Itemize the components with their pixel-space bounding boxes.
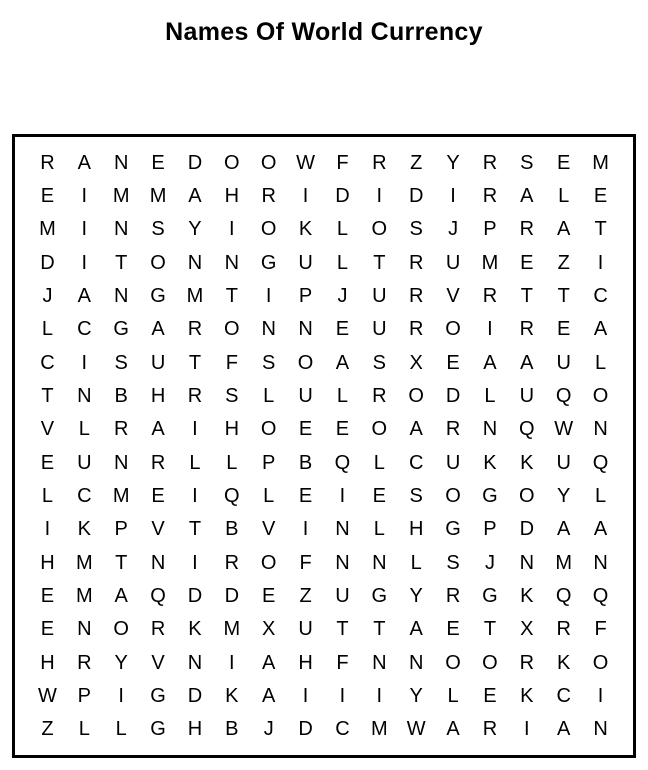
letter-cell[interactable]: E	[298, 418, 313, 441]
letter-cell[interactable]: A	[409, 418, 423, 441]
letter-cell[interactable]: A	[151, 418, 165, 441]
letter-cell[interactable]: E	[520, 251, 534, 274]
letter-cell[interactable]: L	[373, 451, 385, 474]
letter-cell[interactable]: L	[263, 384, 275, 407]
letter-cell[interactable]: N	[113, 218, 129, 241]
letter-cell[interactable]: K	[298, 218, 313, 241]
letter-cell[interactable]: R	[408, 251, 424, 274]
letter-cell[interactable]: J	[263, 718, 274, 741]
letter-cell[interactable]: W	[37, 684, 57, 707]
letter-cell[interactable]: D	[187, 151, 203, 174]
letter-cell[interactable]: S	[225, 384, 239, 407]
letter-cell[interactable]: O	[371, 218, 388, 241]
letter-cell[interactable]: S	[409, 218, 423, 241]
letter-cell[interactable]: E	[151, 484, 165, 507]
letter-cell[interactable]: M	[186, 284, 204, 307]
letter-cell[interactable]: Y	[188, 218, 202, 241]
letter-cell[interactable]: I	[450, 184, 456, 207]
letter-cell[interactable]: Y	[446, 151, 460, 174]
letter-cell[interactable]: F	[594, 618, 607, 641]
letter-cell[interactable]: C	[593, 284, 608, 307]
letter-cell[interactable]: T	[483, 618, 497, 641]
letter-cell[interactable]: L	[189, 451, 201, 474]
letter-cell[interactable]: D	[445, 384, 461, 407]
letter-cell[interactable]: R	[77, 651, 92, 674]
letter-cell[interactable]: C	[335, 718, 350, 741]
letter-cell[interactable]: X	[520, 618, 534, 641]
letter-cell[interactable]: Y	[557, 484, 571, 507]
letter-cell[interactable]: E	[372, 484, 386, 507]
letter-cell[interactable]: P	[77, 684, 91, 707]
letter-cell[interactable]: I	[376, 684, 383, 707]
letter-cell[interactable]: D	[40, 251, 55, 274]
letter-cell[interactable]: F	[336, 151, 349, 174]
letter-cell[interactable]: H	[150, 384, 166, 407]
letter-cell[interactable]: V	[262, 518, 276, 541]
letter-cell[interactable]: O	[224, 151, 240, 174]
letter-cell[interactable]: U	[445, 451, 461, 474]
letter-cell[interactable]: S	[151, 218, 165, 241]
letter-cell[interactable]: T	[41, 384, 54, 407]
letter-cell[interactable]: Z	[410, 151, 423, 174]
page-title: Names Of World Currency	[165, 18, 483, 46]
letter-cell[interactable]: R	[482, 151, 498, 174]
letter-cell[interactable]: N	[593, 718, 608, 741]
letter-cell[interactable]: P	[483, 218, 497, 241]
letter-cell[interactable]: A	[557, 718, 571, 741]
letter-cell[interactable]: G	[150, 684, 166, 707]
letter-cell[interactable]: Q	[150, 584, 166, 607]
letter-cell[interactable]: R	[40, 151, 55, 174]
letter-cell[interactable]: R	[187, 384, 203, 407]
letter-cell[interactable]: R	[482, 718, 498, 741]
letter-cell[interactable]: E	[446, 351, 460, 374]
letter-cell[interactable]: R	[482, 184, 498, 207]
letter-cell[interactable]: N	[187, 251, 203, 274]
letter-cell[interactable]: Q	[555, 384, 572, 407]
letter-cell[interactable]: E	[40, 618, 55, 641]
letter-cell[interactable]: I	[81, 184, 88, 207]
letter-cell[interactable]: E	[262, 584, 276, 607]
letter-cell[interactable]: I	[81, 218, 88, 241]
letter-cell[interactable]: T	[373, 618, 386, 641]
letter-cell[interactable]: T	[336, 618, 349, 641]
letter-cell[interactable]: A	[77, 151, 91, 174]
letter-cell[interactable]: Z	[299, 584, 312, 607]
letter-cell[interactable]: U	[77, 451, 92, 474]
letter-cell[interactable]: S	[446, 551, 460, 574]
letter-grid[interactable]	[15, 137, 633, 755]
letter-cell[interactable]: N	[593, 418, 608, 441]
letter-cell[interactable]: O	[260, 551, 277, 574]
letter-cell[interactable]: S	[409, 484, 423, 507]
letter-cell[interactable]: I	[265, 284, 272, 307]
letter-cell[interactable]: V	[151, 518, 165, 541]
letter-cell[interactable]: O	[150, 251, 166, 274]
letter-cell[interactable]: Q	[555, 584, 572, 607]
letter-cell[interactable]: H	[187, 718, 203, 741]
letter-cell[interactable]: O	[482, 651, 498, 674]
letter-cell[interactable]: D	[335, 184, 350, 207]
letter-cell[interactable]: M	[555, 551, 573, 574]
letter-cell[interactable]: K	[225, 684, 239, 707]
letter-cell[interactable]: Y	[409, 584, 423, 607]
letter-cell[interactable]: I	[81, 251, 88, 274]
letter-cell[interactable]: R	[408, 284, 424, 307]
letter-cell[interactable]: O	[592, 384, 609, 407]
letter-cell[interactable]: E	[40, 184, 55, 207]
letter-cell[interactable]: D	[519, 518, 535, 541]
letter-cell[interactable]: A	[557, 218, 571, 241]
letter-cell[interactable]: R	[187, 318, 203, 341]
letter-cell[interactable]: T	[188, 518, 202, 541]
letter-cell[interactable]: J	[484, 551, 495, 574]
letter-cell[interactable]: H	[40, 551, 55, 574]
letter-cell[interactable]: F	[336, 651, 349, 674]
letter-cell[interactable]: V	[40, 418, 55, 441]
letter-cell[interactable]: U	[298, 618, 313, 641]
letter-cell[interactable]: L	[78, 418, 90, 441]
letter-cell[interactable]: A	[262, 684, 276, 707]
letter-cell[interactable]: E	[335, 318, 350, 341]
letter-cell[interactable]: B	[114, 384, 128, 407]
letter-cell[interactable]: P	[114, 518, 128, 541]
letter-cell[interactable]: R	[519, 651, 535, 674]
letter-cell[interactable]: A	[335, 351, 350, 374]
letter-cell[interactable]: R	[261, 184, 276, 207]
letter-cell[interactable]: L	[336, 251, 348, 274]
letter-cell[interactable]: T	[594, 218, 607, 241]
letter-cell[interactable]: E	[335, 418, 350, 441]
letter-cell[interactable]: I	[524, 718, 530, 741]
letter-cell[interactable]: Q	[592, 451, 609, 474]
letter-cell[interactable]: B	[298, 451, 313, 474]
letter-cell[interactable]: C	[77, 318, 92, 341]
letter-cell[interactable]: G	[150, 284, 166, 307]
letter-cell[interactable]: R	[445, 584, 461, 607]
letter-cell[interactable]: G	[113, 318, 129, 341]
letter-cell[interactable]: K	[77, 518, 91, 541]
letter-cell[interactable]: K	[520, 584, 534, 607]
letter-cell[interactable]: X	[262, 618, 276, 641]
letter-cell[interactable]: R	[408, 318, 424, 341]
letter-cell[interactable]: J	[337, 284, 348, 307]
letter-cell[interactable]: O	[519, 484, 535, 507]
letter-cell[interactable]: Y	[114, 651, 128, 674]
letter-cell[interactable]: U	[556, 351, 571, 374]
letter-cell[interactable]: T	[115, 551, 128, 574]
letter-cell[interactable]: I	[229, 651, 235, 674]
letter-cell[interactable]: M	[149, 184, 167, 207]
letter-cell[interactable]: N	[113, 451, 129, 474]
letter-cell[interactable]: I	[302, 184, 309, 207]
letter-cell[interactable]: E	[40, 584, 55, 607]
letter-cell[interactable]: L	[226, 451, 238, 474]
letter-cell[interactable]: K	[520, 451, 534, 474]
letter-cell[interactable]: T	[373, 251, 386, 274]
letter-cell[interactable]: J	[448, 218, 459, 241]
letter-cell[interactable]: T	[520, 284, 533, 307]
letter-cell[interactable]: R	[445, 418, 461, 441]
letter-cell[interactable]: N	[261, 318, 276, 341]
letter-cell[interactable]: E	[151, 151, 165, 174]
letter-cell[interactable]: I	[339, 684, 346, 707]
letter-cell[interactable]: L	[558, 184, 570, 207]
letter-cell[interactable]: N	[372, 551, 387, 574]
letter-cell[interactable]: E	[593, 184, 608, 207]
letter-cell[interactable]: E	[483, 684, 497, 707]
letter-cell[interactable]: R	[372, 384, 387, 407]
letter-cell[interactable]: Q	[519, 418, 535, 441]
letter-cell[interactable]: M	[592, 151, 609, 174]
letter-cell[interactable]: R	[482, 284, 498, 307]
letter-cell[interactable]: R	[519, 218, 535, 241]
letter-cell[interactable]: R	[372, 151, 387, 174]
letter-cell[interactable]: R	[150, 618, 166, 641]
letter-cell[interactable]: T	[188, 351, 202, 374]
letter-cell[interactable]: H	[298, 651, 313, 674]
letter-cell[interactable]: N	[77, 618, 92, 641]
letter-cell[interactable]: F	[299, 551, 312, 574]
letter-cell[interactable]: C	[556, 684, 571, 707]
letter-cell[interactable]: N	[482, 418, 498, 441]
letter-cell[interactable]: O	[445, 484, 461, 507]
letter-cell[interactable]: I	[302, 518, 309, 541]
letter-cell[interactable]: N	[113, 284, 129, 307]
letter-cell[interactable]: L	[263, 484, 275, 507]
letter-cell[interactable]: I	[302, 684, 309, 707]
letter-cell[interactable]: M	[75, 551, 93, 574]
letter-cell[interactable]: B	[225, 718, 239, 741]
letter-cell[interactable]: G	[260, 251, 277, 274]
letter-cell[interactable]: K	[188, 618, 202, 641]
letter-cell[interactable]: N	[372, 651, 387, 674]
letter-cell[interactable]: A	[77, 284, 91, 307]
letter-cell[interactable]: Q	[334, 451, 351, 474]
letter-cell[interactable]: N	[113, 151, 129, 174]
letter-cell[interactable]: H	[408, 518, 424, 541]
letter-cell[interactable]: I	[597, 684, 604, 707]
letter-cell[interactable]: D	[298, 718, 313, 741]
letter-cell[interactable]: H	[224, 418, 240, 441]
letter-cell[interactable]: E	[557, 151, 571, 174]
letter-cell[interactable]: R	[519, 318, 535, 341]
letter-cell[interactable]: O	[408, 384, 424, 407]
letter-cell[interactable]: U	[445, 251, 461, 274]
letter-cell[interactable]: T	[225, 284, 238, 307]
letter-cell[interactable]: J	[42, 284, 53, 307]
letter-cell[interactable]: N	[298, 318, 313, 341]
letter-cell[interactable]: T	[557, 284, 570, 307]
letter-cell[interactable]: L	[595, 484, 607, 507]
letter-cell[interactable]: A	[188, 184, 202, 207]
letter-cell[interactable]: W	[296, 151, 315, 174]
puzzle-grid-frame	[12, 134, 636, 758]
letter-cell[interactable]: O	[592, 651, 609, 674]
letter-cell[interactable]: M	[223, 618, 241, 641]
letter-cell[interactable]: L	[115, 718, 127, 741]
letter-cell[interactable]: Q	[224, 484, 240, 507]
letter-cell[interactable]: Z	[557, 251, 570, 274]
letter-cell[interactable]: K	[557, 651, 571, 674]
letter-cell[interactable]: S	[114, 351, 128, 374]
letter-cell[interactable]: I	[118, 684, 124, 707]
letter-cell[interactable]: I	[597, 251, 604, 274]
letter-cell[interactable]: U	[556, 451, 571, 474]
letter-cell[interactable]: O	[260, 418, 277, 441]
letter-cell[interactable]: M	[481, 251, 499, 274]
letter-cell[interactable]: U	[150, 351, 166, 374]
letter-cell[interactable]: A	[557, 518, 571, 541]
letter-cell[interactable]: O	[224, 318, 240, 341]
letter-cell[interactable]: E	[298, 484, 313, 507]
letter-cell[interactable]: U	[335, 584, 350, 607]
letter-cell[interactable]: L	[336, 218, 348, 241]
letter-cell[interactable]: A	[520, 184, 534, 207]
letter-cell[interactable]: N	[519, 551, 535, 574]
letter-cell[interactable]: L	[410, 551, 422, 574]
letter-cell[interactable]: B	[225, 518, 239, 541]
letter-cell[interactable]: W	[406, 718, 426, 741]
letter-cell[interactable]: G	[482, 584, 498, 607]
letter-cell[interactable]: G	[445, 518, 461, 541]
letter-cell[interactable]: I	[192, 418, 198, 441]
letter-cell[interactable]: K	[520, 684, 534, 707]
letter-cell[interactable]: L	[336, 384, 348, 407]
letter-cell[interactable]: O	[260, 218, 277, 241]
letter-cell[interactable]: L	[447, 684, 459, 707]
letter-cell[interactable]: P	[262, 451, 276, 474]
letter-cell[interactable]: G	[150, 718, 166, 741]
letter-cell[interactable]: X	[409, 351, 423, 374]
letter-cell[interactable]: C	[77, 484, 92, 507]
letter-cell[interactable]: S	[520, 151, 534, 174]
letter-cell[interactable]: U	[298, 384, 313, 407]
letter-cell[interactable]: A	[151, 318, 165, 341]
letter-cell[interactable]: U	[298, 251, 313, 274]
letter-cell[interactable]: L	[41, 318, 53, 341]
letter-cell[interactable]: I	[81, 351, 88, 374]
letter-cell[interactable]: I	[487, 318, 493, 341]
letter-cell[interactable]: M	[75, 584, 93, 607]
letter-cell[interactable]: M	[370, 718, 388, 741]
letter-cell[interactable]: O	[445, 651, 461, 674]
letter-cell[interactable]: A	[483, 351, 497, 374]
letter-cell[interactable]: A	[114, 584, 128, 607]
letter-cell[interactable]: S	[372, 351, 386, 374]
letter-cell[interactable]: O	[445, 318, 461, 341]
letter-cell[interactable]: D	[187, 684, 203, 707]
letter-cell[interactable]: N	[187, 651, 203, 674]
letter-cell[interactable]: N	[77, 384, 92, 407]
letter-cell[interactable]: A	[409, 618, 423, 641]
letter-cell[interactable]: H	[224, 184, 240, 207]
letter-cell[interactable]: G	[371, 584, 388, 607]
letter-cell[interactable]: M	[112, 184, 130, 207]
letter-cell[interactable]: V	[446, 284, 460, 307]
letter-cell[interactable]: S	[262, 351, 276, 374]
letter-cell[interactable]: O	[260, 151, 277, 174]
letter-cell[interactable]: G	[482, 484, 498, 507]
letter-cell[interactable]: U	[372, 318, 387, 341]
letter-cell[interactable]: N	[408, 651, 424, 674]
letter-cell[interactable]: U	[372, 284, 387, 307]
letter-cell[interactable]: D	[408, 184, 424, 207]
letter-cell[interactable]: P	[483, 518, 497, 541]
letter-cell[interactable]: O	[113, 618, 129, 641]
letter-cell[interactable]: Y	[409, 684, 423, 707]
letter-cell[interactable]: O	[371, 418, 388, 441]
letter-cell[interactable]: N	[150, 551, 166, 574]
letter-cell[interactable]: L	[595, 351, 607, 374]
letter-cell[interactable]: L	[78, 718, 90, 741]
letter-cell[interactable]: R	[224, 551, 240, 574]
letter-cell[interactable]: O	[297, 351, 314, 374]
letter-cell[interactable]: Q	[592, 584, 609, 607]
letter-cell[interactable]: A	[520, 351, 534, 374]
letter-cell[interactable]: M	[112, 484, 130, 507]
letter-cell[interactable]: A	[593, 318, 608, 341]
letter-cell[interactable]: V	[151, 651, 165, 674]
letter-cell[interactable]: R	[150, 451, 166, 474]
letter-cell[interactable]: I	[339, 484, 346, 507]
letter-cell[interactable]: R	[556, 618, 571, 641]
letter-cell[interactable]: N	[335, 551, 350, 574]
letter-cell[interactable]: N	[335, 518, 350, 541]
letter-cell[interactable]: Z	[41, 718, 54, 741]
letter-cell[interactable]: I	[229, 218, 235, 241]
letter-cell[interactable]: F	[225, 351, 238, 374]
letter-cell[interactable]: I	[376, 184, 383, 207]
letter-cell[interactable]: M	[39, 218, 56, 241]
letter-cell[interactable]: N	[224, 251, 240, 274]
letter-cell[interactable]: T	[115, 251, 128, 274]
letter-cell[interactable]: L	[41, 484, 53, 507]
letter-cell[interactable]: I	[192, 484, 198, 507]
letter-cell[interactable]: A	[593, 518, 608, 541]
letter-cell[interactable]: L	[373, 518, 385, 541]
letter-cell[interactable]: R	[113, 418, 129, 441]
letter-cell[interactable]: C	[408, 451, 424, 474]
letter-cell[interactable]: K	[483, 451, 497, 474]
letter-cell[interactable]: D	[187, 584, 203, 607]
letter-cell[interactable]: C	[40, 351, 55, 374]
letter-cell[interactable]: I	[44, 518, 51, 541]
letter-cell[interactable]: E	[446, 618, 460, 641]
letter-cell[interactable]: A	[262, 651, 276, 674]
letter-cell[interactable]: N	[593, 551, 608, 574]
letter-cell[interactable]: P	[298, 284, 313, 307]
letter-cell[interactable]: U	[519, 384, 535, 407]
letter-cell[interactable]: L	[484, 384, 496, 407]
letter-cell[interactable]: E	[557, 318, 571, 341]
letter-cell[interactable]: H	[40, 651, 55, 674]
letter-cell[interactable]: D	[224, 584, 240, 607]
letter-cell[interactable]: W	[554, 418, 574, 441]
letter-cell[interactable]: A	[446, 718, 460, 741]
letter-cell[interactable]: I	[192, 551, 198, 574]
letter-cell[interactable]: E	[40, 451, 55, 474]
